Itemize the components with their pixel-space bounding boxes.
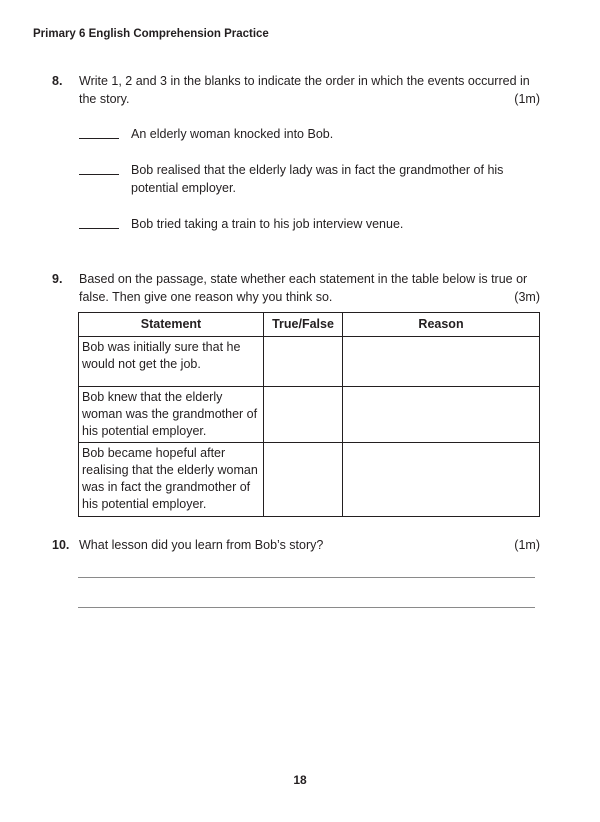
reason-answer-cell[interactable] <box>343 387 540 443</box>
column-header-statement: Statement <box>79 313 264 337</box>
question-9 <box>52 270 540 306</box>
question-marks: (1m) <box>514 92 540 106</box>
answer-line[interactable] <box>78 607 535 608</box>
true-false-answer-cell[interactable] <box>264 337 343 387</box>
true-false-answer-cell[interactable] <box>264 443 343 517</box>
question-8 <box>52 72 540 108</box>
column-header-reason: Reason <box>343 313 540 337</box>
answer-line[interactable] <box>78 577 535 578</box>
table-row <box>79 387 540 443</box>
table-row <box>79 443 540 517</box>
order-item <box>79 125 539 143</box>
question-number: 10. <box>52 538 70 552</box>
statement-cell: Bob knew that the elderly woman was the grandmother of his potential employer. <box>79 387 264 443</box>
question-marks: (1m) <box>514 538 540 552</box>
question-10 <box>52 536 540 554</box>
question-marks: (3m) <box>514 290 540 304</box>
reason-answer-cell[interactable] <box>343 443 540 517</box>
statement-cell: Bob became hopeful after realising that the elderly woman was in fact the grandmother of his potential employer. <box>79 443 264 517</box>
page-header: Primary 6 English Comprehension Practice <box>33 28 269 40</box>
question-text: Based on the passage, state whether each statement in the table below is true or false. Then give one reason why you think so. <box>79 272 528 304</box>
order-item-text: Bob tried taking a train to his job interview venue. <box>131 217 404 231</box>
true-false-answer-cell[interactable] <box>264 387 343 443</box>
table-row <box>79 337 540 387</box>
order-item <box>79 161 539 197</box>
order-item <box>79 215 539 233</box>
question-number: 8. <box>52 74 63 88</box>
question-text: Write 1, 2 and 3 in the blanks to indicate the order in which the events occurred in the story. <box>79 74 530 106</box>
order-item-text: An elderly woman knocked into Bob. <box>131 127 334 141</box>
order-blank[interactable] <box>79 174 119 175</box>
page-number: 18 <box>293 773 307 787</box>
question-text: What lesson did you learn from Bob’s story? <box>79 538 324 552</box>
statement-cell: Bob was initially sure that he would not get the job. <box>79 337 264 387</box>
reason-answer-cell[interactable] <box>343 337 540 387</box>
order-blank[interactable] <box>79 138 119 139</box>
column-header-true-false: True/False <box>264 313 343 337</box>
true-false-table <box>78 312 540 517</box>
order-blank[interactable] <box>79 228 119 229</box>
order-item-text: Bob realised that the elderly lady was in fact the grandmother of his potential employer. <box>131 163 504 195</box>
table-header-row <box>79 313 540 337</box>
question-number: 9. <box>52 272 63 286</box>
